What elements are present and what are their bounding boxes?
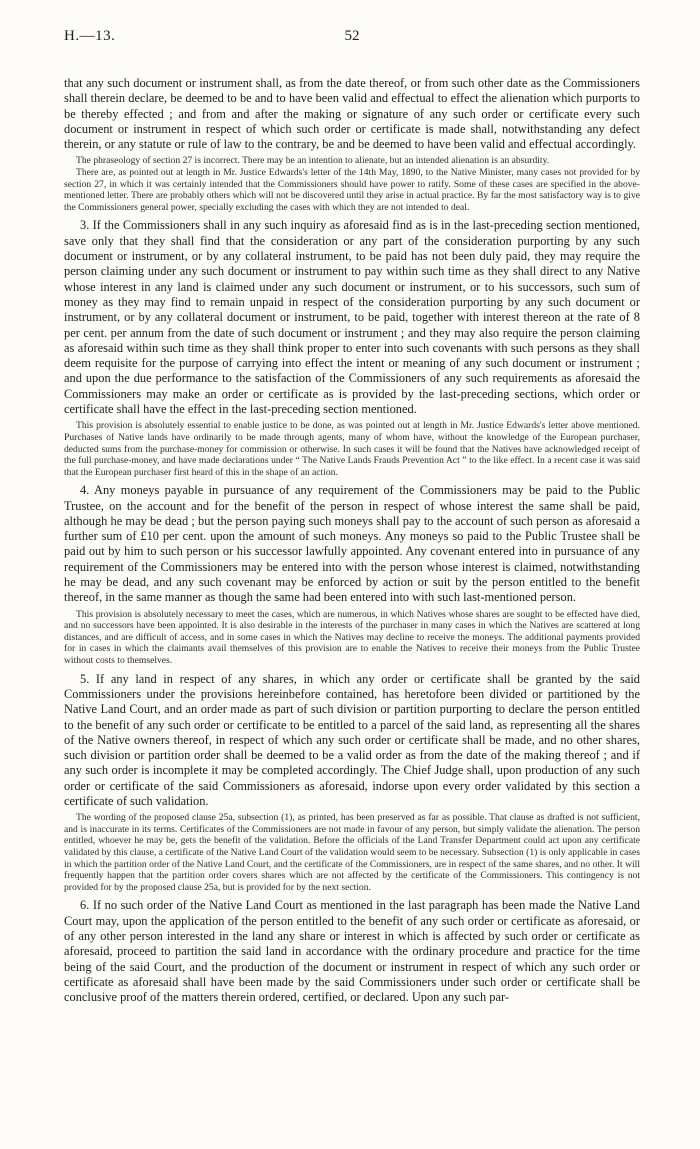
clause-paragraph: 6. If no such order of the Native Land Court as mentioned in the last paragraph has been made the Native Land Court may, upon the application of the person entitled to the benefit of any such order or certificate as aforesaid, or of any other person interested in the land any share or interest in which is affected by such order or certificate as aforesaid, proceed to partition the said land in accordance with the ordinary procedure and practice for the time being of the said Court, and the production of the document or instrument in respect of which any such order or certificate as aforesaid shall have been made by the said Commissioners under such order or certificate shall be conclusive proof of the matters therein ordered, certified, or declared. Upon any such par- <box>64 898 640 1005</box>
clause-paragraph: 3. If the Commissioners shall in any such inquiry as aforesaid find as is in the last-preceding section mentioned, save only that they shall find that the consideration or any part of the consideration purporting by any such document or instrument, or by any collateral instrument, to be paid has not been duly paid, they may require the person claiming under any such document or instrument to pay within such time as they shall direct to any Native whose interest in any land is claimed under any such document or instrument, or to his successors, such sum of money as they may find to remain unpaid in respect of the consideration purporting by any such document or instrument, or by any collateral document or instrument, to be paid, together with interest thereon at the rate of 8 per cent. per annum from the date of such document or instrument ; and they may also require the person claiming as aforesaid within such time as they shall think proper to enter into such covenants with such persons as they shall deem requisite for the purpose of carrying into effect the intent or meaning of any such document or instrument ; and upon the due performance to the satisfaction of the Commissioners of any such requirements as aforesaid the Commissioners may make an order or certificate as is provided by the last-preceding sections, which order or certificate shall have the effect in the last-preceding section mentioned. <box>64 218 640 417</box>
continued-paragraph: that any such document or instrument shall, as from the date thereof, or from such other date as the Commissioners shall therein declare, be deemed to be and to have been valid and effectual to effect the alienation which purports to be thereby effected ; and from and after the making or signature of any such order or certificate every such document or instrument in respect of which such order or certificate is made shall, notwithstanding any defect therein, or any statute or rule of law to the contrary, be and be deemed to have been valid and effectual accordingly. <box>64 76 640 152</box>
paper-reference: H.—13. <box>64 28 116 44</box>
note-paragraph: This provision is absolutely necessary to meet the cases, which are numerous, in which Natives whose shares are sought to be effected have died, and no successors have been appointed. It is also desirable in the interests of the purchaser in many cases in which the Natives are scattered at long distances, and are difficult of access, and in some cases in which the Natives may decline to receive the moneys. The additional payments provided for in cases in which the claimants avail themselves of this provision are to enable the Natives to receive their moneys from the Public Trustee without costs to themselves. <box>64 608 640 667</box>
explanatory-note <box>64 420 640 478</box>
document-page <box>64 28 640 1009</box>
explanatory-note <box>64 812 640 893</box>
note-paragraph: This provision is absolutely essential to enable justice to be done, as was pointed out at length in Mr. Justice Edwards's letter above mentioned. Purchases of Native lands have ordinarily to be made through agents, many of whom have, without the knowledge of the European purchaser, deducted sums from the purchase-money for commission or otherwise. In such cases it will be found that the Natives have acknowledged receipt of the full purchase-money, and have made declarations under “ The Native Lands Frauds Prevention Act ” to the like effect. In a recent case it was said that the European purchaser first heard of this in the shape of an action. <box>64 420 640 478</box>
note-paragraph: There are, as pointed out at length in Mr. Justice Edwards's letter of the 14th May, 1890, to the Native Minister, many cases not provided for by section 27, in which it was certainly intended that the Commissioners should have power to ratify. Some of these cases are specified in the above-mentioned letter. There are probably others which will not be discovered until they arise in actual practice. By far the most satisfactory way is to give the Commissioners general power, specially excluding the cases with which they are not intended to deal. <box>64 167 640 213</box>
page-number: 52 <box>344 28 360 44</box>
explanatory-note <box>64 155 640 213</box>
document-body <box>64 76 640 1006</box>
note-paragraph: The phraseology of section 27 is incorrect. There may be an intention to alienate, but an intended alienation is an absurdity. <box>76 155 550 167</box>
clause-paragraph: 4. Any moneys payable in pursuance of any requirement of the Commissioners may be paid to the Public Trustee, on the account and for the benefit of the person in respect of whose interest the same shall be paid, although he may be dead ; but the person paying such moneys shall pay to the account of such person as aforesaid a further sum of £10 per cent. upon the amount of such moneys. Any moneys so paid to the Public Trustee shall be paid out by him to such person or his successor lawfully appointed. Any covenant entered into in pursuance of any requirement of the Commissioners may be entered into with the person whose interest is claimed, notwithstanding he may be dead, and any such covenant may be enforced by action or suit by the person entitled to the benefit thereof, in the same manner as though the same had been entered into with such last-mentioned person. <box>64 483 640 605</box>
page-header <box>64 28 640 56</box>
clause-paragraph: 5. If any land in respect of any shares, in which any order or certificate shall be granted by the said Commissioners under the provisions hereinbefore contained, has heretofore been divided or partitioned by the Native Land Court, and an order made as part of such division or partition purporting to declare the person entitled to the benefit of any such order or certificate to be entitled to a parcel of the said land, as representing all the shares of the Native owners thereof, in respect of which any such order or certificate shall be made, and no other shares, such division or partition order shall be deemed to be a valid order as from the date of the making thereof ; and if any such order is incomplete it may be completed accordingly. The Chief Judge shall, upon production of any such order or certificate of the said Commissioners as aforesaid, indorse upon every order validated by this section a certificate of such validation. <box>64 671 640 808</box>
explanatory-note <box>64 609 640 667</box>
note-paragraph: The wording of the proposed clause 25a, subsection (1), as printed, has been preserved as far as possible. That clause as drafted is not sufficient, and is inaccurate in its terms. Certificates of the Commissioners are not made in favour of any person, but simply validate the alienation. The person entitled, whoever he may be, gets the benefit of the validation. Before the officials of the Land Transfer Department could act upon any certificate validated by this clause, a certificate of the Native Land Court of the validation would seem to be necessary. Subsection (1) is only applicable in cases in which the partition order of the Native Land Court, and the certificate of the Commissioners, are in respect of the same shares, and no other. It will frequently happen that the partition order covers shares which are not affected by the certificate of the Commissioners. This contingency is not provided for by the proposed clause 25a, but is provided for by the next section. <box>64 812 640 893</box>
